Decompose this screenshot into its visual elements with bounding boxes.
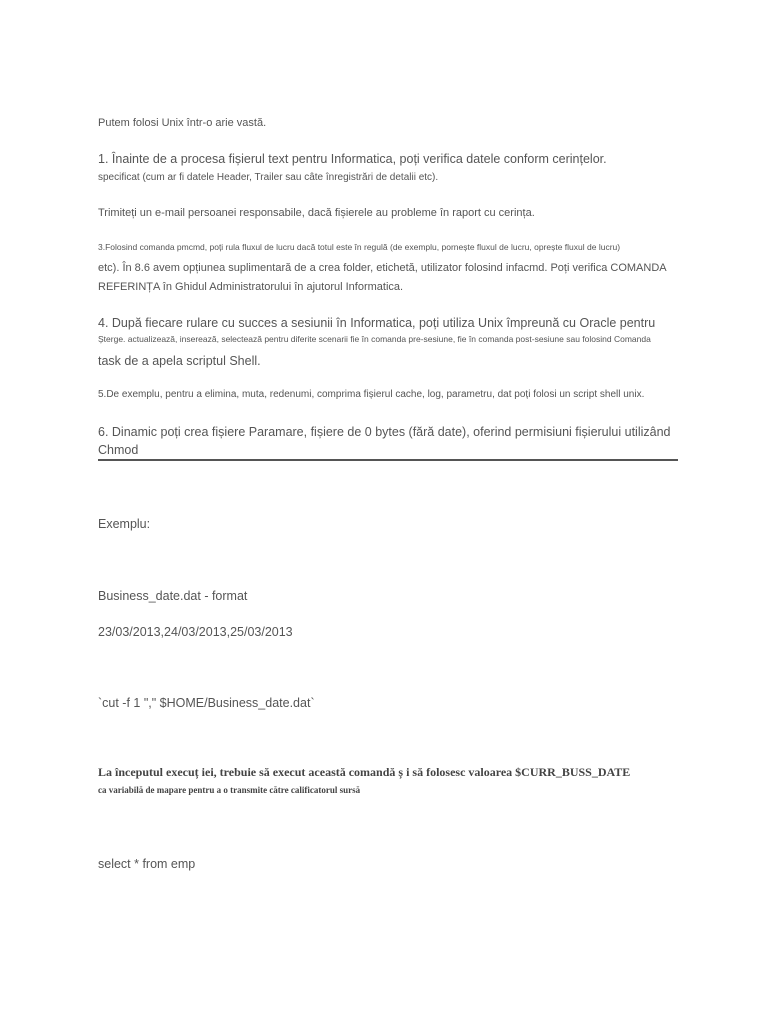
paragraph-3-line-3: REFERINȚA în Ghidul Administratorului în ajutorul Informatica.: [98, 281, 404, 293]
cut-command: `cut -f 1 "," $HOME/Business_date.dat`: [98, 696, 315, 710]
bold-note-line-1: La începutul execuț iei, trebuie să execut această comandă ș i să folosesc valoarea $CURR_BUSS_DATE: [98, 765, 631, 779]
paragraph-6-line-2: Chmod: [98, 443, 139, 457]
paragraph-1-line-1: 1. Înainte de a procesa fișierul text pentru Informatica, poți verifica datele conform cerințelor.: [98, 152, 607, 166]
file-format-label: Business_date.dat - format: [98, 589, 248, 603]
dates-value: 23/03/2013,24/03/2013,25/03/2013: [98, 625, 293, 639]
paragraph-3-line-1: 3.Folosind comanda pmcmd, poți rula fluxul de lucru dacă totul este în regulă (de exemplu, pornește fluxul de lucru, oprește fluxul de lucru): [98, 242, 621, 252]
intro-text: Putem folosi Unix într-o arie vastă.: [98, 117, 267, 129]
paragraph-4-line-2: Șterge. actualizează, inserează, selectează pentru diferite scenarii fie în comanda pre-sesiune, fie în comanda post-sesiune sau folosind Comanda: [98, 334, 651, 344]
bold-note-line-2: ca variabilă de mapare pentru a o transmite către calificatorul sursă: [98, 785, 361, 795]
paragraph-6-line-1: 6. Dinamic poți crea fișiere Paramare, fișiere de 0 bytes (fără date), oferind permisiuni fișierului utilizând: [98, 425, 671, 439]
paragraph-2: Trimiteți un e-mail persoanei responsabile, dacă fișierele au probleme în raport cu cerința.: [98, 207, 535, 219]
paragraph-1-line-2: specificat (cum ar fi datele Header, Trailer sau câte înregistrări de detalii etc).: [98, 172, 439, 183]
sql-query: select * from emp: [98, 857, 196, 871]
paragraph-4-line-3: task de a apela scriptul Shell.: [98, 354, 261, 368]
paragraph-5: 5.De exemplu, pentru a elimina, muta, redenumi, comprima fișierul cache, log, parametru, dat poți folosi un script shell unix.: [98, 389, 645, 400]
paragraph-4-line-1: 4. După fiecare rulare cu succes a sesiunii în Informatica, poți utiliza Unix împreună cu Oracle pentru: [98, 316, 656, 330]
horizontal-divider: [98, 459, 678, 461]
paragraph-3-line-2: etc). În 8.6 avem opțiunea suplimentară de a crea folder, etichetă, utilizator folosind infacmd. Poți verifica COMANDA: [98, 262, 667, 274]
example-heading: Exemplu:: [98, 517, 151, 531]
